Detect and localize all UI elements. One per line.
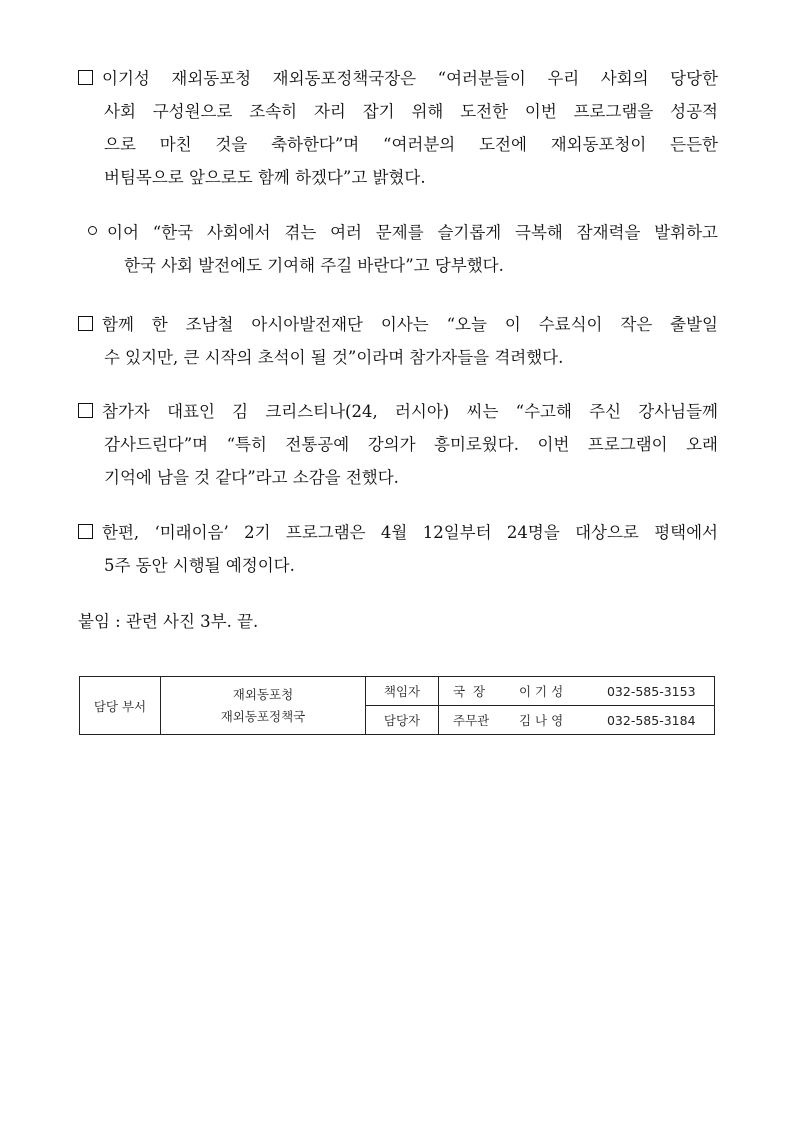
contact-person bbox=[439, 677, 715, 706]
paragraph-line: 버팀목으로 앞으로도 함께 하겠다”고 밝혔다. bbox=[104, 168, 426, 187]
contact-phone: 032-585-3153 bbox=[606, 684, 696, 699]
paragraph-line: 한국 사회 발전에도 기여해 주길 바란다”고 당부했다. bbox=[124, 256, 504, 275]
dept-name-line1: 재외동포청 bbox=[232, 686, 294, 702]
paragraph-5 bbox=[78, 516, 718, 582]
contact-name: 김 나 영 bbox=[518, 713, 564, 728]
circle-bullet-icon bbox=[88, 226, 97, 235]
table-row bbox=[80, 677, 715, 706]
checkbox-bullet-icon bbox=[78, 403, 93, 418]
paragraph-4 bbox=[78, 395, 718, 494]
checkbox-bullet-icon bbox=[78, 70, 93, 85]
paragraph-line: 기억에 남을 것 같다”라고 소감을 전했다. bbox=[104, 468, 399, 487]
paragraph-2-sub bbox=[88, 216, 718, 282]
attachment-note: 붙임 : 관련 사진 3부. 끝. bbox=[78, 612, 259, 631]
checkbox-bullet-icon bbox=[78, 316, 93, 331]
paragraph-line: 5주 동안 시행될 예정이다. bbox=[104, 556, 295, 575]
contact-title: 주무관 bbox=[453, 713, 490, 728]
dept-label: 담당 부서 bbox=[80, 677, 161, 735]
paragraph-line: 사회 구성원으로 조속히 자리 잡기 위해 도전한 이번 프로그램을 성공적 bbox=[104, 102, 718, 121]
contact-phone: 032-585-3184 bbox=[606, 713, 696, 728]
paragraph-line: 참가자 대표인 김 크리스티나(24, 러시아) 씨는 “수고해 주신 강사님들께 bbox=[102, 402, 718, 421]
paragraph-line: 한편, ‘미래이음’ 2기 프로그램은 4월 12일부터 24명을 대상으로 평택에서 bbox=[102, 523, 718, 542]
role-label: 책임자 bbox=[366, 677, 439, 706]
checkbox-bullet-icon bbox=[78, 524, 93, 539]
contact-title: 국 장 bbox=[453, 684, 486, 699]
paragraph-3 bbox=[78, 308, 718, 374]
paragraph-line: 함께 한 조남철 아시아발전재단 이사는 “오늘 이 수료식이 작은 출발일 bbox=[102, 315, 718, 334]
contact-name: 이 기 성 bbox=[518, 684, 564, 699]
paragraph-line: 이어 “한국 사회에서 겪는 여러 문제를 슬기롭게 극복해 잠재력을 발휘하고 bbox=[107, 223, 718, 242]
paragraph-line: 감사드린다”며 “특히 전통공예 강의가 흥미로웠다. 이번 프로그램이 오래 bbox=[104, 435, 718, 454]
role-label: 담당자 bbox=[366, 706, 439, 735]
dept-name bbox=[161, 677, 366, 735]
paragraph-line: 으로 마친 것을 축하한다”며 “여러분의 도전에 재외동포청이 든든한 bbox=[104, 135, 718, 154]
paragraph-line: 이기성 재외동포청 재외동포정책국장은 “여러분들이 우리 사회의 당당한 bbox=[102, 69, 718, 88]
dept-name-line2: 재외동포정책국 bbox=[220, 708, 306, 724]
contact-table bbox=[79, 676, 715, 735]
paragraph-1 bbox=[78, 62, 718, 194]
contact-person bbox=[439, 706, 715, 735]
paragraph-line: 수 있지만, 큰 시작의 초석이 될 것”이라며 참가자들을 격려했다. bbox=[104, 348, 564, 367]
